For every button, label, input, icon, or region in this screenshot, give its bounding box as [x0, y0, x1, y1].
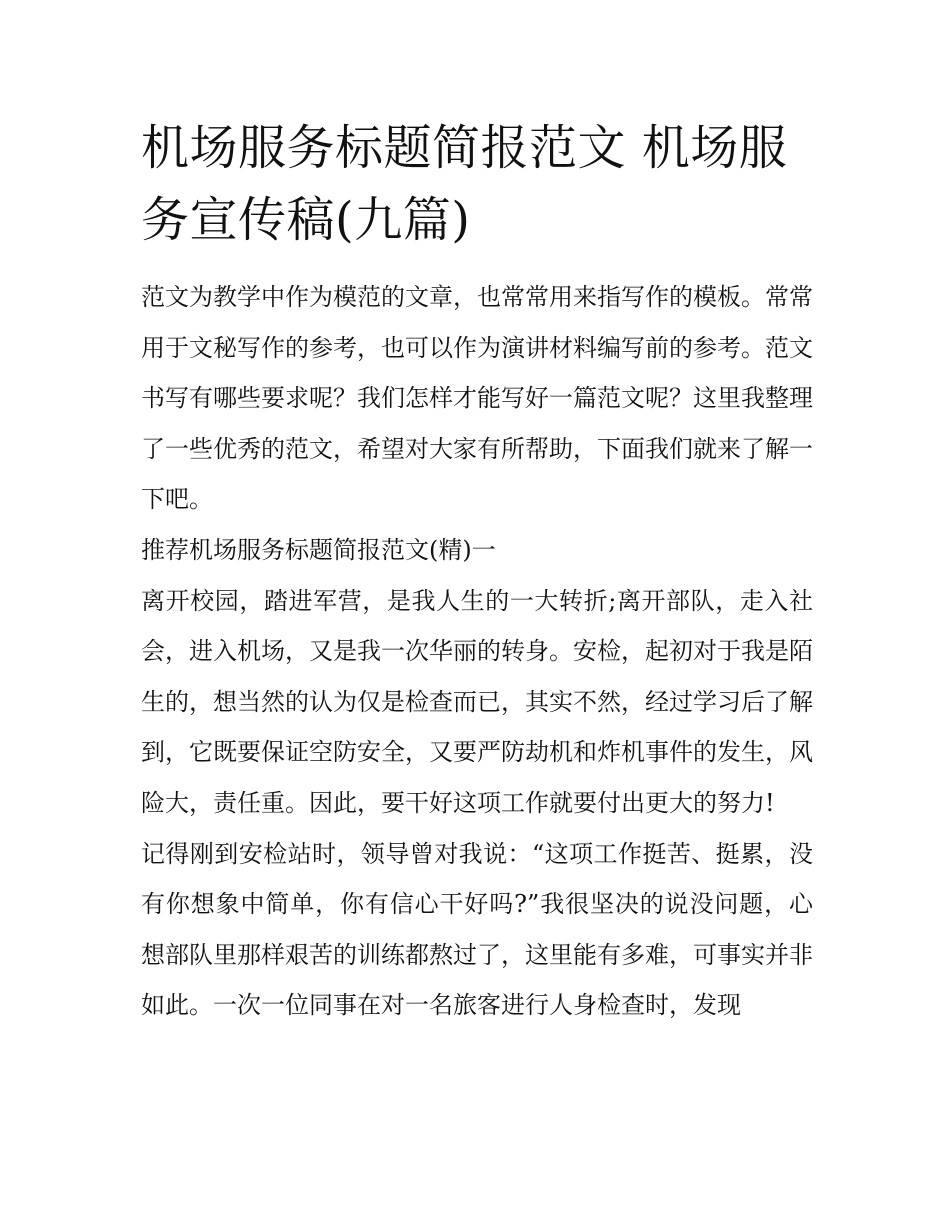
document-title: 机场服务标题简报范文 机场服务宣传稿(九篇): [141, 120, 788, 248]
paragraph-body-1: 离开校园，踏进军营，是我人生的一大转折;离开部队，走入社会，进入机场，又是我一次华丽的转身。安检，起初对于我是陌生的，想当然的认为仅是检查而已，其实不然，经过学习后了解到，它既要保证空防安全，又要严防劫机和炸机事件的发生，风险大，责任重。因此，要干好这项工作就要付出更大的努力!: [141, 586, 813, 817]
paragraph-section-heading: 推荐机场服务标题简报范文(精)一: [141, 535, 496, 564]
paragraph-body-2: 记得刚到安检站时，领导曾对我说：“这项工作挺苦、挺累，没有你想象中简单，你有信心干好吗?”我很坚决的说没问题，心想部队里那样艰苦的训练都熬过了，这里能有多难，可事实并非如此。一次一位同事在对一名旅客进行人身检查时，发现: [141, 839, 813, 1020]
document-body: [141, 272, 813, 1031]
document-page: [141, 112, 813, 1031]
paragraph-intro: 范文为教学中作为模范的文章，也常常用来指写作的模板。常常用于文秘写作的参考，也可以作为演讲材料编写前的参考。范文书写有哪些要求呢？我们怎样才能写好一篇范文呢？这里我整理了一些优秀的范文，希望对大家有所帮助，下面我们就来了解一下吧。: [141, 283, 813, 514]
